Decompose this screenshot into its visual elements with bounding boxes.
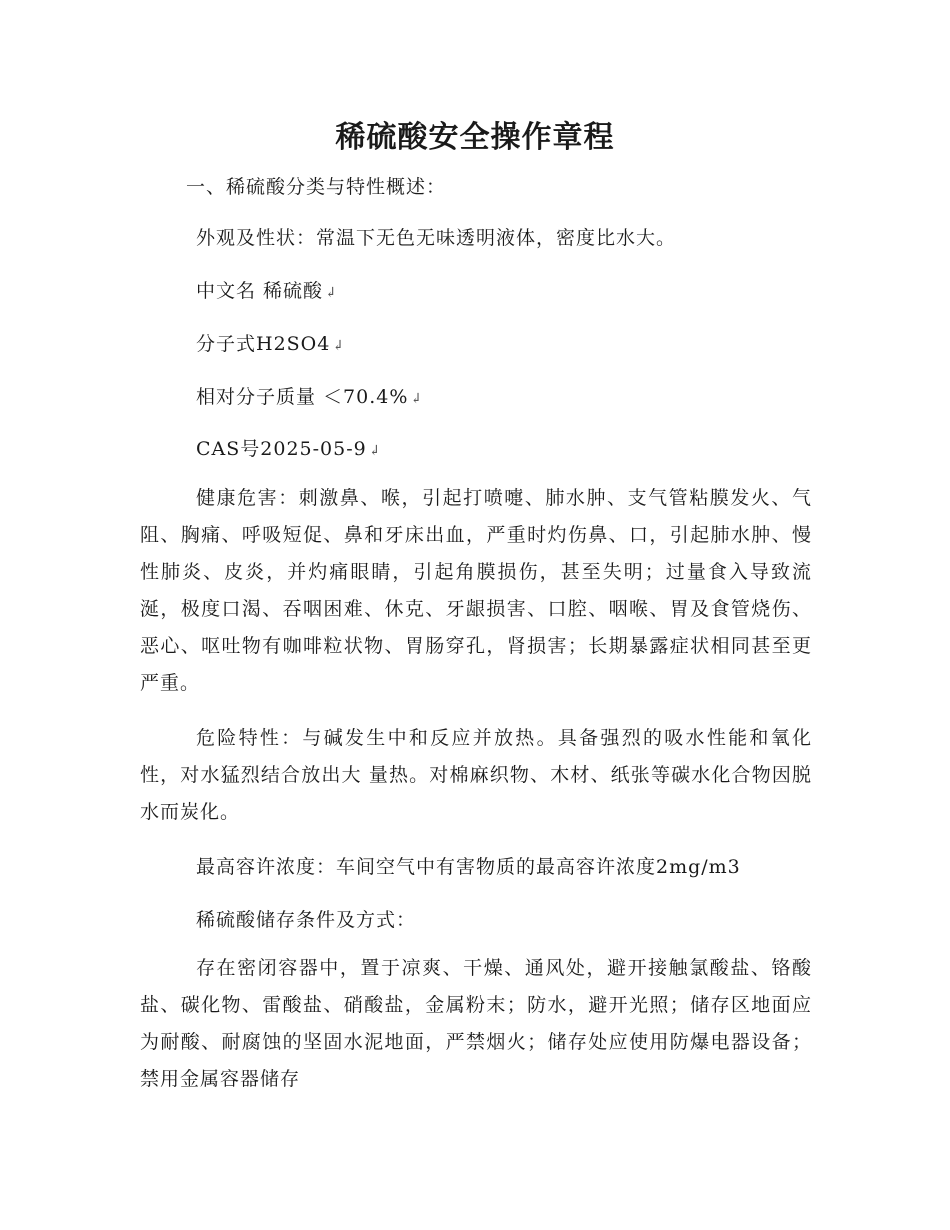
max-concentration-line: 最高容许浓度：车间空气中有害物质的最高容许浓度2mg/m3 [196,856,741,878]
health-hazard-paragraph: 健康危害：刺激鼻、喉，引起打喷嚏、肺水肿、支气管粘膜发火、气阻、胸痛、呼吸短促、鼻和牙床出血，严重时灼伤鼻、口，引起肺水肿、慢性肺炎、皮炎，并灼痛眼睛，引起角膜损伤，甚至失明；过量食入导致流涎，极度口渴、吞咽困难、休克、牙龈损害、口腔、咽喉、胃及食管烧伤、恶心、呕吐物有咖啡粒状物、胃肠穿孔，肾损害；长期暴露症状相同甚至更严重。 [140,487,812,694]
section-heading: 一、稀硫酸分类与特性概述： [186,176,447,198]
storage-heading: 稀硫酸储存条件及方式： [196,909,417,931]
storage-paragraph: 存在密闭容器中，置于凉爽、干燥、通风处，避开接触氯酸盐、铬酸盐、碳化物、雷酸盐、硝酸盐，金属粉末；防水，避开光照；储存区地面应为耐酸、耐腐蚀的坚固水泥地面，严禁烟火；储存处应使用防爆电器设备；禁用金属容器储存 [140,957,812,1090]
cas-line [196,434,381,461]
document-title: 稀硫酸安全操作章程 [335,120,615,155]
chinese-name-text: 中文名 稀硫酸 [196,280,324,302]
cas-text: CAS号2025-05-9 [196,438,367,460]
paragraph-mark-icon: ↲ [368,443,382,459]
formula-text: 分子式H2SO4 [196,333,331,355]
danger-paragraph: 危险特性：与碱发生中和反应并放热。具备强烈的吸水性能和氧化性，对水猛烈结合放出大 量热。对棉麻织物、木材、纸张等碳水化合物因脱水而炭化。 [140,727,812,823]
molecular-mass-text: 相对分子质量 ＜70.4% [196,386,409,408]
paragraph-mark-icon: ↲ [410,391,424,407]
paragraph-mark-icon: ↲ [332,338,346,354]
formula-line [196,329,345,356]
appearance-line: 外观及性状：常温下无色无味透明液体，密度比水大。 [196,227,677,249]
molecular-mass-line [196,382,423,409]
paragraph-mark-icon: ↲ [325,285,338,301]
chinese-name-line [196,276,338,303]
